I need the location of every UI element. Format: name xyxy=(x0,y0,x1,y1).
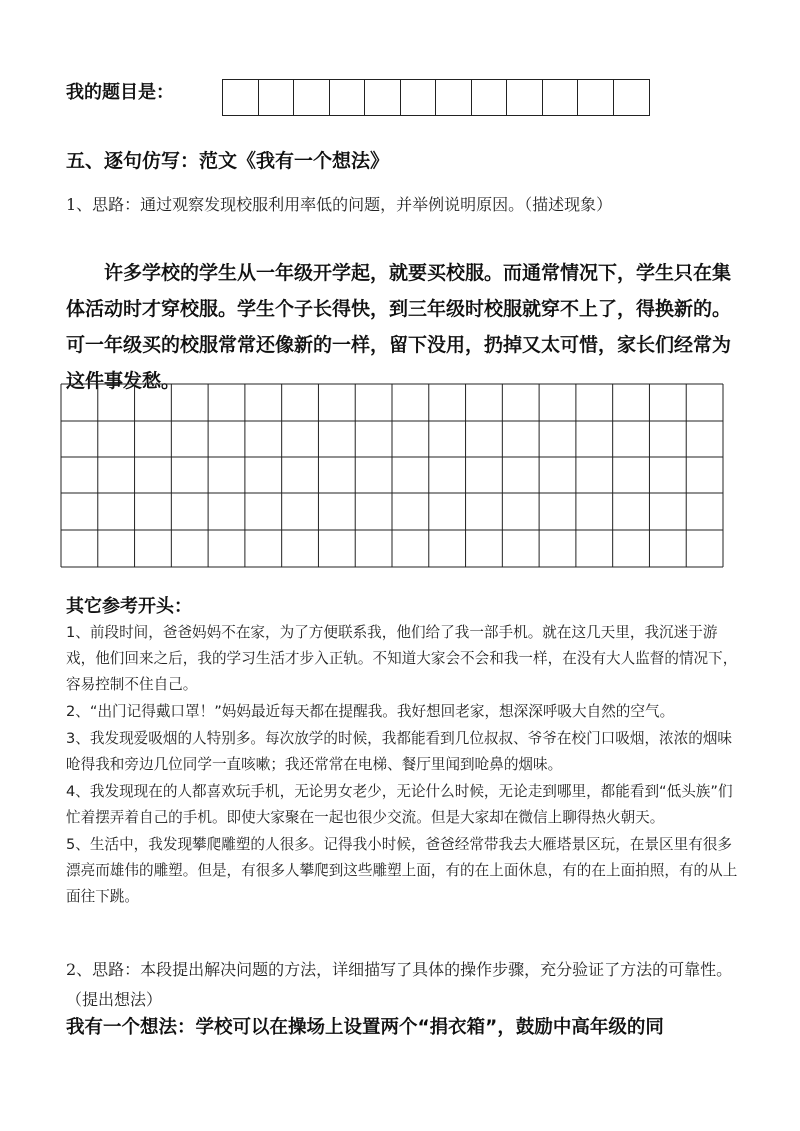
section-heading: 五、逐句仿写：范文《我有一个想法》 xyxy=(66,150,390,172)
title-prompt-label: 我的题目是： xyxy=(66,82,174,103)
title-answer-boxes[interactable] xyxy=(222,79,650,116)
openings-list xyxy=(66,620,742,911)
title-box[interactable] xyxy=(507,80,543,115)
opening-item: 4、我发现现在的人都喜欢玩手机，无论男女老少，无论什么时候，无论走到哪里，都能看到“低头族”们忙着摆弄着自己的手机。即使大家聚在一起也很少交流。但是大家却在微信上聊得热火朝天。 xyxy=(66,783,733,826)
title-box[interactable] xyxy=(543,80,579,115)
title-box[interactable] xyxy=(259,80,295,115)
title-box[interactable] xyxy=(223,80,259,115)
model-paragraph xyxy=(66,255,736,399)
guide-text-1: 1、思路：通过观察发现校服利用率低的问题，并举例说明原因。（描述现象） xyxy=(66,195,613,214)
title-box[interactable] xyxy=(365,80,401,115)
opening-item: 5、生活中，我发现攀爬雕塑的人很多。记得我小时候，爸爸经常带我去大雁塔景区玩，在景区里有很多漂亮而雄伟的雕塑。但是，有很多人攀爬到这些雕塑上面，有的在上面休息，有的在上面拍照，有的从上面往下跳。 xyxy=(66,836,738,905)
title-box[interactable] xyxy=(330,80,366,115)
opening-item: 3、我发现爱吸烟的人特别多。每次放学的时候，我都能看到几位叔叔、爷爷在校门口吸烟，浓浓的烟味呛得我和旁边几位同学一直咳嗽；我还常常在电梯、餐厅里闻到呛鼻的烟味。 xyxy=(66,730,733,773)
title-box[interactable] xyxy=(436,80,472,115)
guide-text-2: 2、思路：本段提出解决问题的方法，详细描写了具体的操作步骤，充分验证了方法的可靠性。（提出想法） xyxy=(66,960,733,1009)
title-box[interactable] xyxy=(472,80,508,115)
opening-item: 1、前段时间，爸爸妈妈不在家，为了方便联系我，他们给了我一部手机。就在这几天里，我沉迷于游戏，他们回来之后，我的学习生活才步入正轨。不知道大家会不会和我一样，在没有大人监督的情况下，容易控制不住自己。 xyxy=(66,624,738,693)
opening-item: 2、“出门记得戴口罩！”妈妈最近每天都在提醒我。我好想回老家，想深深呼吸大自然的空气。 xyxy=(66,703,675,720)
title-box[interactable] xyxy=(401,80,437,115)
title-box[interactable] xyxy=(294,80,330,115)
title-box[interactable] xyxy=(614,80,650,115)
model-paragraph-text: 许多学校的学生从一年级开学起，就要买校服。而通常情况下，学生只在集体活动时才穿校服。学生个子长得快，到三年级时校服就穿不上了，得换新的。可一年级买的校服常常还像新的一样，留下没用，扔掉又太可惜，家长们经常为这件事发愁。 xyxy=(66,262,732,392)
final-sentence: 我有一个想法：学校可以在操场上设置两个“捐衣箱”，鼓励中高年级的同 xyxy=(66,1017,664,1038)
writing-grid[interactable] xyxy=(60,383,725,569)
other-openings-heading: 其它参考开头： xyxy=(66,596,192,617)
title-box[interactable] xyxy=(578,80,614,115)
